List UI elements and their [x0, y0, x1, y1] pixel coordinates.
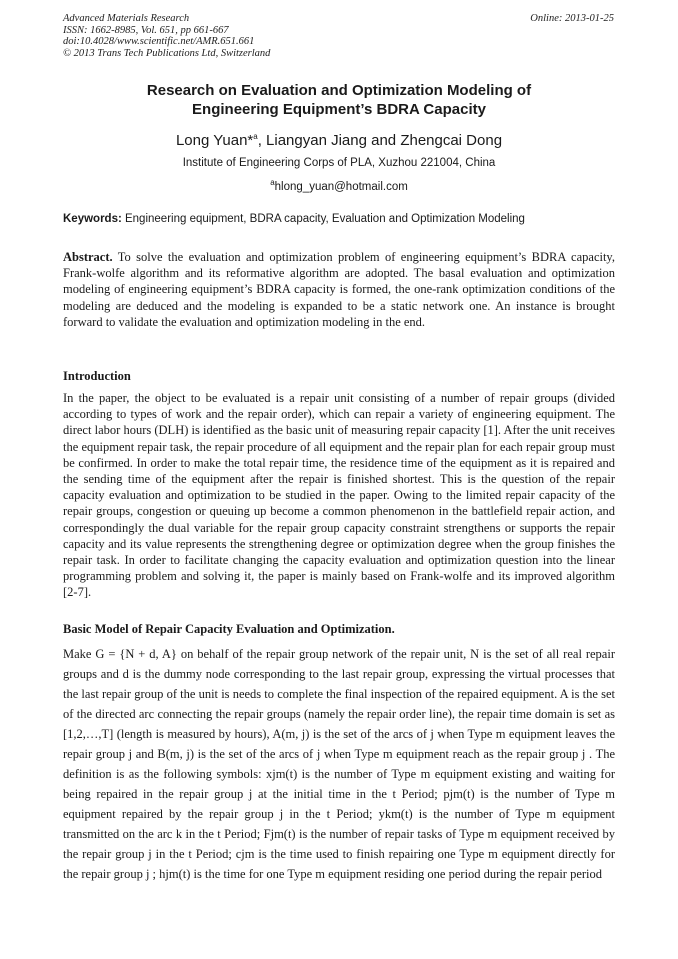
keywords-text: Engineering equipment, BDRA capacity, Evaluation and Optimization Modeling [121, 213, 525, 225]
keywords-label: Keywords: [63, 213, 122, 225]
basic-model-heading: Basic Model of Repair Capacity Evaluation and Optimization. [63, 622, 395, 636]
title-line-2: Engineering Equipment’s BDRA Capacity [192, 101, 486, 118]
keywords [63, 213, 615, 225]
author-rest: , Liangyan Jiang and Zhengcai Dong [257, 132, 503, 149]
issn-line: ISSN: 1662-8985, Vol. 651, pp 661-667 [63, 24, 229, 36]
introduction-heading: Introduction [63, 369, 131, 383]
author-first-sup: a [253, 132, 258, 141]
online-date: Online: 2013-01-25 [530, 13, 614, 24]
author-first: Long Yuan* [175, 132, 254, 149]
journal-header [63, 13, 270, 59]
paper-title [63, 81, 615, 119]
abstract-text: To solve the evaluation and optimization problem of engineering equipment’s BDRA capacity, Frank-wolfe algorithm and its reformative algorithm are adopted. The basal evaluation and optimization modeling of engineering equipment’s BDRA capacity is formed, the one-rank optimization conditions of the modeling are deduced and the modeling is expanded to be a static network one. An instance is brought forward to validate the evaluation and optimization modeling in the end. [63, 250, 615, 329]
author-list [63, 132, 615, 149]
email-line [63, 178, 615, 193]
journal-name: Advanced Materials Research [63, 13, 190, 24]
basic-model-text: Make G = {N + d, A} on behalf of the repair group network of the repair unit, N is the set of all real repair groups and d is the dummy node corresponding to the last repair group, expressing the virtual processes that the last repair group of the unit is needs to complete the final inspection of the repaired equipment. A is the set of the directed arc connecting the repair groups (namely the repair order line), the repair time domain is set as [1,2,…,T] (length is measured by hours), A(m, j) is the set of the arcs of j when Type m equipment leaves the repair group j and B(m, j) is the set of the arcs of j when Type m equipment reach as the repair group j . The definition is as the following symbols: xjm(t) is the number of Type m equipment existing and waiting for being repaired in the repair group j at the initial time in the t Period; pjm(t) is the number of Type m equipment repaired by the repair group j in the t Period; ykm(t) is the number of Type m equipment transmitted on the arc k in the t Period; Fjm(t) is the number of repair tasks of Type m equipment received by the repair group j in the t Period; cjm is the time used to finish repairing one Type m equipment directly for the repair group j ; hjm(t) is the time for one Type m equipment residing one period during the repair period [63, 647, 615, 881]
abstract [63, 249, 615, 330]
doi-line[interactable]: doi:10.4028/www.scientific.net/AMR.651.661 [63, 36, 255, 47]
email-sup: a [270, 178, 275, 187]
email-address[interactable]: hlong_yuan@hotmail.com [274, 180, 408, 193]
introduction-text: In the paper, the object to be evaluated is a repair unit consisting of a number of repair groups (divided according to types of work and the repair order), which can repair a variety of engineering equipment. The direct labor hours (DLH) is identified as the basic unit of measuring repair capacity [1]. After the unit receives the equipment repair task, the repair procedure of all equipment and the repair plan for each repair group must be confirmed. In order to make the total repair time, the residence time of the equipment as it is repaired and the sending time of the equipment after the repair is finished shortest. This is the question of the repair capacity evaluation and optimization to be studied in the paper. Owing to the limited repair capacity of the repair groups, congestion or queuing up become a common phenomenon in the battlefield repair action, and correspondingly the dual variable for the repair group capacity constraint strengthens or supports the repair capacity and its value represents the strengthening degree or optimization degree when the group finishes the repair task. In order to facilitate changing the capacity evaluation and optimization question into the linear programming problem and solving it, the paper is mainly based on Frank-wolfe and its improved algorithm [2-7]. [63, 391, 615, 600]
title-line-1: Research on Evaluation and Optimization Modeling of [146, 82, 532, 99]
affiliation: Institute of Engineering Corps of PLA, Xuzhou 221004, China [182, 157, 496, 169]
copyright-line: © 2013 Trans Tech Publications Ltd, Switzerland [63, 47, 271, 59]
abstract-label: Abstract. [63, 250, 113, 264]
